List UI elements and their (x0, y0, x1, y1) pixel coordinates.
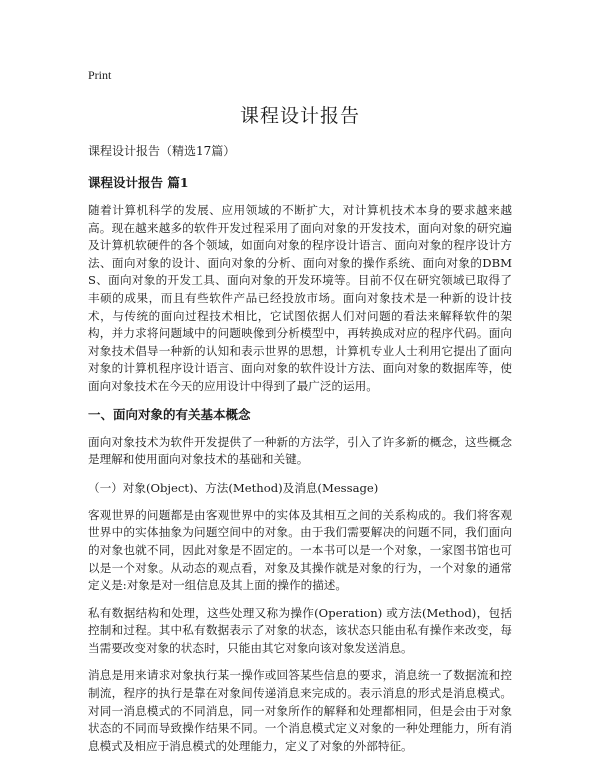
objects-paragraph: 客观世界的问题都是由客观世界中的实体及其相互之间的关系构成的。我们将客观世界中的实体抽象为问题空间中的对象。由于我们需要解决的问题不同，我们面向的对象也就不同，因此对象是不固定的。一本书可以是一个对象，一家图书馆也可以是一个对象。从动态的观点看，对象及其操作就是对象的行为，一个对象的通常定义是:对象是对一组信息及其上面的操作的描述。 (88, 507, 512, 593)
document-subtitle: 课程设计报告（精选17篇） (88, 144, 236, 158)
document-title: 课程设计报告 (239, 105, 360, 127)
messages-paragraph: 消息是用来请求对象执行某一操作或回答某些信息的要求，消息统一了数据流和控制流，程序的执行是靠在对象间传递消息来完成的。表示消息的形式是消息模式。对同一消息模式的不同消息，同一对象所作的解释和处理都相同，但是会由于对象状态的不同而导致操作结果不同。一个消息模式定义对象的一种处理能力，所有消息模式及相应于消息模式的处理能力，定义了对象的外部特征。 (88, 668, 512, 753)
methods-paragraph: 私有数据结构和处理，这些处理又称为操作(Operation) 或方法(Method)，包括控制和过程。其中私有数据表示了对象的状态，该状态只能由私有操作来改变，每当需要改变对象的状态时，只能由其它对象向该对象发送消息。 (88, 605, 512, 655)
intro-paragraph: 随着计算机科学的发展、应用领域的不断扩大，对计算机技术本身的要求越来越高。现在越来越多的软件开发过程采用了面向对象的开发技术，面向对象的研究遍及计算机软硬件的各个领域，如面向对象的程序设计语言、面向对象的程序设计方法、面向对象的设计、面向对象的分析、面向对象的操作系统、面向对象的DBMS、面向对象的开发工具、面向对象的开发环境等。目前不仅在研究领域已取得了丰硕的成果，而且有些软件产品已经投放市场。面向对象技术是一种新的设计技术，与传统的面向过程技术相比，它试图依据人们对问题的看法来解释软件的架构，并力求将问题域中的问题映像到分析模型中，再转换成对应的程序代码。面向对象技术倡导一种新的认知和表示世界的思想，计算机专业人士利用它提出了面向对象的计算机程序设计语言、面向对象的软件设计方法、面向对象的数据库等，使面向对象技术在今天的应用设计中得到了最广泛的运用。 (88, 203, 512, 393)
print-link[interactable]: Print (88, 68, 112, 82)
section1-heading: 一、面向对象的有关基本概念 (88, 406, 251, 422)
subsection1-heading: （一）对象(Object)、方法(Method)及消息(Message) (88, 480, 379, 495)
section1-paragraph: 面向对象技术为软件开发提供了一种新的方法学，引入了许多新的概念，这些概念是理解和使用面向对象技术的基础和关键。 (88, 434, 512, 467)
part-heading: 课程设计报告 篇1 (88, 175, 189, 190)
